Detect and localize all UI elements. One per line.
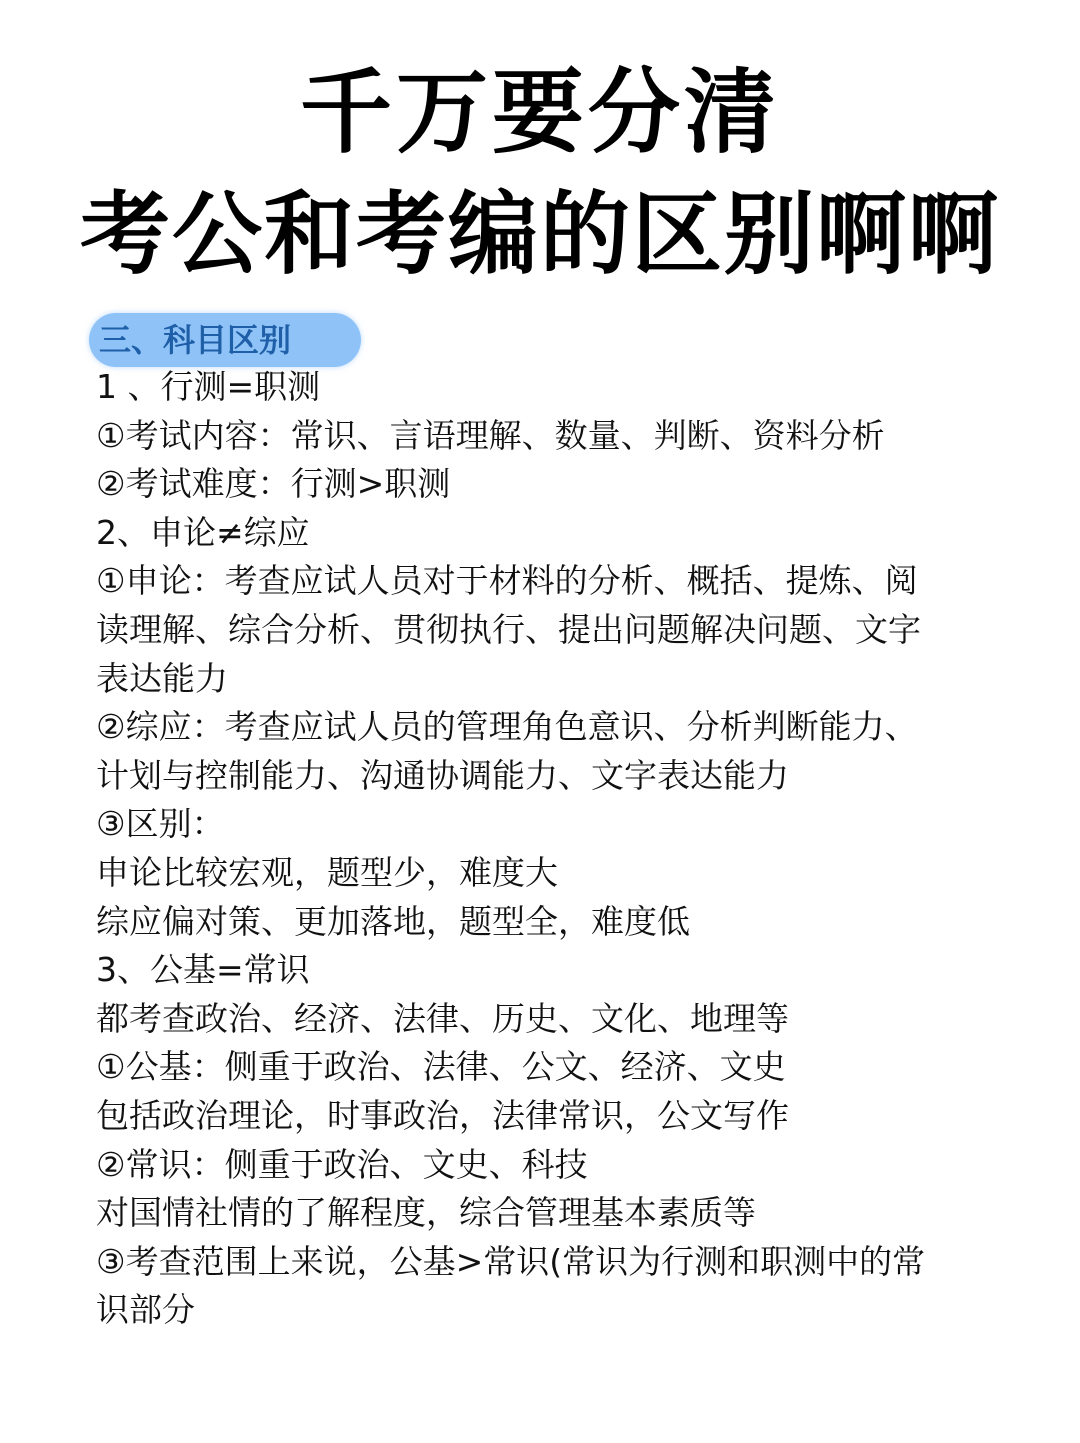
text-line: 包括政治理论，时事政治，法律常识，公文写作	[96, 1095, 789, 1135]
section-badge	[89, 313, 361, 367]
text-line: ②综应：考查应试人员的管理角色意识、分析判断能力、	[96, 707, 918, 747]
section-badge-label: 三、科目区别	[99, 321, 292, 359]
text-line: 3、公基=常识	[96, 950, 310, 990]
text-line: ③区别：	[96, 804, 225, 844]
text-line: 1 、行测=职测	[96, 367, 321, 406]
text-line: ①考试内容：常识、言语理解、数量、判断、资料分析	[96, 415, 885, 455]
text-line: 申论比较宏观，题型少，难度大	[96, 852, 558, 892]
text-line: ①公基：侧重于政治、法律、公文、经济、文史	[96, 1047, 786, 1087]
text-line: 综应偏对策、更加落地，题型全，难度低	[96, 901, 690, 941]
text-line: 读理解、综合分析、贯彻执行、提出问题解决问题、文字	[96, 609, 921, 649]
text-line: ②考试难度：行测>职测	[96, 464, 451, 504]
content-body	[96, 363, 996, 1335]
text-line: ③考查范围上来说，公基>常识(常识为行测和职测中的常	[96, 1241, 926, 1281]
text-line: 表达能力	[96, 658, 228, 698]
text-line: ①申论：考查应试人员对于材料的分析、概括、提炼、阅	[96, 561, 918, 601]
page-title-line-1: 千万要分清	[299, 59, 780, 166]
text-line: ②常识：侧重于政治、文史、科技	[96, 1144, 588, 1184]
text-line: 2、申论≠综应	[96, 512, 310, 552]
text-line: 识部分	[96, 1290, 195, 1330]
text-line: 计划与控制能力、沟通协调能力、文字表达能力	[96, 755, 789, 795]
text-line: 都考查政治、经济、法律、历史、文化、地理等	[96, 998, 789, 1038]
page-title-line-2: 考公和考编的区别啊啊	[80, 182, 1000, 287]
text-line: 对国情社情的了解程度，综合管理基本素质等	[96, 1193, 756, 1233]
